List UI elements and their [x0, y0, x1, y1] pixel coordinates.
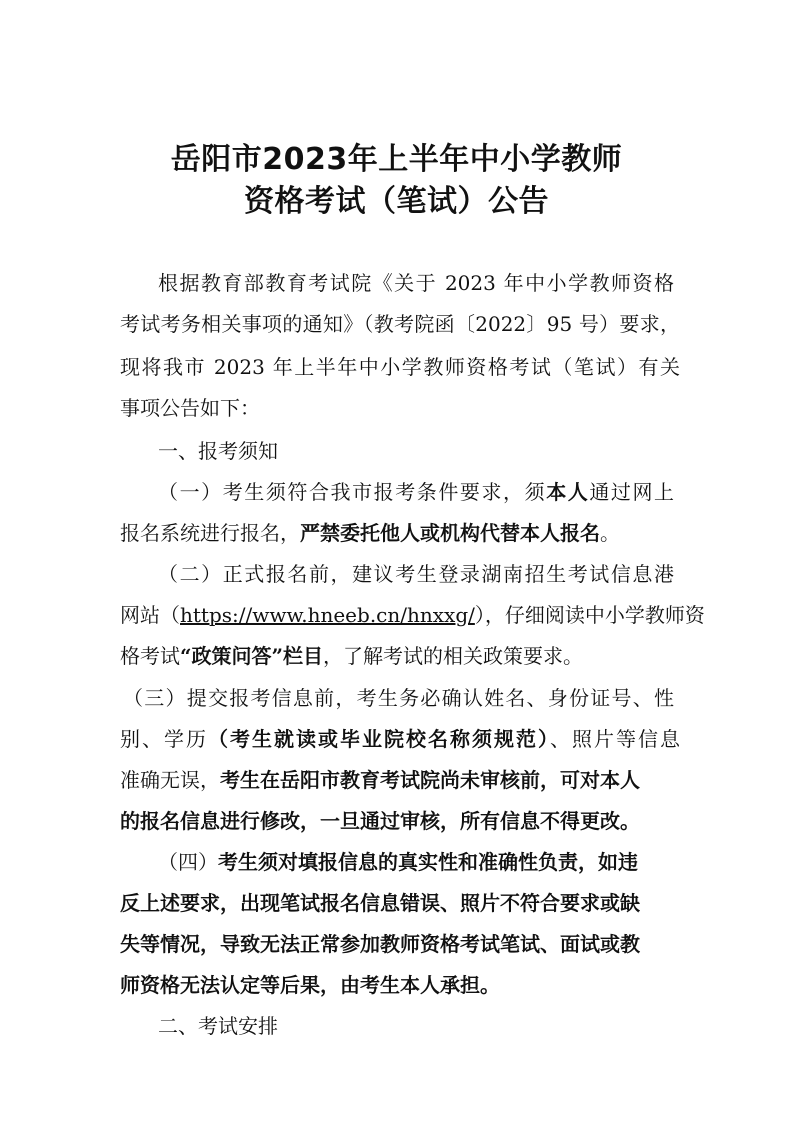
- item1-line-1: [158, 477, 674, 507]
- item3-line-2: [120, 724, 680, 754]
- item1-prohibition-bold: 严禁委托他人或机构代替本人报名: [300, 521, 600, 545]
- item1-line-2: [120, 518, 680, 548]
- item3-line-1: （三）提交报考信息前，考生务必确认姓名、身份证号、性: [123, 686, 674, 710]
- document-title-line-1: 岳阳市2023年上半年中小学教师: [170, 142, 623, 177]
- item1-line2-text-a: 报名系统进行报名，: [120, 521, 300, 545]
- item4-line-3: 失等情况，导致无法正常参加教师资格考试笔试、面试或教: [120, 932, 640, 956]
- item2-line-3: [120, 641, 680, 671]
- item3-line2-text-a: 别、学历: [120, 727, 208, 751]
- item1-line2-text-c: 。: [600, 521, 620, 545]
- school-name-rule-bold: （考生就读或毕业院校名称须规范）: [208, 727, 550, 751]
- item2-line-2: [120, 600, 705, 630]
- item3-modification-bold: 考生在岳阳市教育考试院尚未审核前，可对本人: [220, 768, 640, 792]
- section-heading-1: 一、报考须知: [158, 439, 278, 463]
- intro-line-1: 根据教育部教育考试院《关于 2023 年中小学教师资格: [158, 271, 674, 295]
- item4-responsibility-bold: 考生须对填报信息的真实性和准确性负责，如违: [218, 850, 638, 874]
- item1-text-c: 通过网上: [589, 480, 675, 504]
- item2-line3-text-a: 格考试: [120, 644, 180, 668]
- intro-line-2: 考试考务相关事项的通知》（教考院函〔2022〕95 号）要求，: [120, 312, 680, 336]
- item4-line-2: 反上述要求，出现笔试报名信息错误、照片不符合要求或缺: [120, 891, 640, 915]
- item3-line-3: [120, 765, 680, 795]
- item2-line3-text-c: ，了解考试的相关政策要求。: [323, 644, 584, 668]
- website-link[interactable]: https://www.hneeb.cn/hnxxg/: [180, 603, 475, 627]
- item4-line-1: [158, 847, 674, 877]
- item3-line3-text-a: 准确无误，: [120, 768, 220, 792]
- section-heading-2: 二、考试安排: [158, 1014, 278, 1038]
- item4-line-4: 师资格无法认定等后果，由考生本人承担。: [120, 973, 500, 997]
- item2-line-1: （二）正式报名前，建议考生登录湖南招生考试信息港: [158, 562, 674, 586]
- intro-line-3: 现将我市 2023 年上半年中小学教师资格考试（笔试）有关: [120, 355, 680, 379]
- item2-line2-text-c: ），仔细阅读中小学教师资: [474, 603, 705, 627]
- intro-line-4: 事项公告如下：: [120, 396, 260, 420]
- item2-line2-text-a: 网站（: [120, 603, 180, 627]
- item3-line2-text-c: 、照片等信息: [550, 727, 680, 751]
- document-title-line-2: 资格考试（笔试）公告: [244, 184, 549, 219]
- item4-number: （四）: [158, 850, 218, 874]
- policy-qa-column-bold: “政策问答”栏目: [180, 644, 324, 668]
- item1-emphasis-self: 本人: [546, 480, 590, 504]
- item3-line-4: 的报名信息进行修改，一旦通过审核，所有信息不得更改。: [120, 809, 640, 833]
- item1-text-a: （一）考生须符合我市报考条件要求，须: [158, 480, 547, 504]
